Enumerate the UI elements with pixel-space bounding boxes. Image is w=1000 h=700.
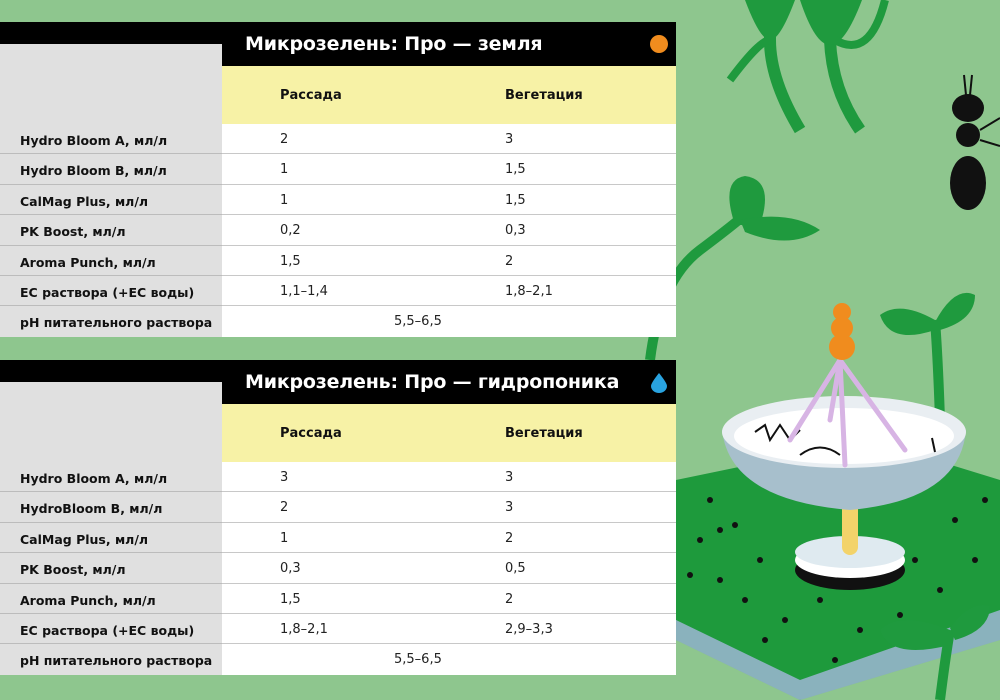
table-header <box>0 22 676 66</box>
hanging-sprout-icon <box>730 0 885 130</box>
seedling-value: 1,5 <box>280 591 301 607</box>
ph-label: pH питательного раствора <box>20 653 213 669</box>
vegetation-value: 3 <box>505 500 514 516</box>
column-header-row <box>0 404 676 462</box>
vegetation-value: 2 <box>505 591 514 607</box>
table-row <box>0 614 676 644</box>
row-label: PK Boost, мл/л <box>20 562 126 578</box>
seedling-value: 1 <box>280 192 289 208</box>
row-label: EC раствора (+EC воды) <box>20 622 195 638</box>
table-title: Микрозелень: Про — земля <box>245 33 543 55</box>
ph-value: 5,5–6,5 <box>394 652 442 668</box>
row-label: CalMag Plus, мл/л <box>20 531 149 547</box>
soil-table <box>0 22 676 337</box>
seedling-value: 1,1–1,4 <box>280 283 328 299</box>
row-label: PK Boost, мл/л <box>20 224 126 240</box>
table-row <box>0 185 676 215</box>
vegetation-value: 3 <box>505 470 514 485</box>
column-header-seedling: Рассада <box>280 88 342 103</box>
seedling-value: 2 <box>280 132 289 147</box>
vegetation-value: 1,8–2,1 <box>505 283 553 299</box>
row-label: Hydro Bloom A, мл/л <box>20 133 168 148</box>
column-header-seedling: Рассада <box>280 426 342 441</box>
vegetation-value: 2 <box>505 530 514 546</box>
hydroponics-table <box>0 360 676 675</box>
row-label: Hydro Bloom A, мл/л <box>20 471 168 486</box>
row-label: CalMag Plus, мл/л <box>20 193 149 209</box>
column-header-row <box>0 66 676 124</box>
table-row <box>0 462 676 492</box>
table-title: Микрозелень: Про — гидропоника <box>245 371 620 393</box>
table-row <box>0 584 676 614</box>
vegetation-value: 2,9–3,3 <box>505 621 553 637</box>
water-drop-icon <box>651 373 667 393</box>
seedling-value: 1 <box>280 162 289 178</box>
ant-icon <box>950 75 1000 210</box>
vegetation-value: 3 <box>505 132 514 147</box>
table-row <box>0 246 676 276</box>
row-label: Hydro Bloom B, мл/л <box>20 163 167 179</box>
table-row <box>0 553 676 583</box>
ph-label: pH питательного раствора <box>20 315 213 331</box>
seedling-value: 0,2 <box>280 223 301 239</box>
row-label: EC раствора (+EC воды) <box>20 284 195 300</box>
seedling-value: 1,5 <box>280 253 301 269</box>
column-header-vegetation: Вегетация <box>505 88 583 103</box>
seedling-value: 1 <box>280 530 289 546</box>
table-row <box>0 124 676 154</box>
table-row <box>0 492 676 522</box>
vegetation-value: 2 <box>505 253 514 269</box>
orange-dot-icon <box>650 35 668 53</box>
vegetation-value: 0,3 <box>505 223 526 239</box>
ph-row <box>0 644 676 674</box>
vegetation-value: 1,5 <box>505 162 526 178</box>
seedling-value: 3 <box>280 470 289 485</box>
seedling-value: 1,8–2,1 <box>280 621 328 637</box>
column-header-vegetation: Вегетация <box>505 426 583 441</box>
table-row <box>0 154 676 184</box>
row-label: Aroma Punch, мл/л <box>20 254 156 270</box>
seedling-value: 0,3 <box>280 561 301 577</box>
ph-value: 5,5–6,5 <box>394 314 442 330</box>
seedling-value: 2 <box>280 500 289 516</box>
vegetation-value: 0,5 <box>505 561 526 577</box>
row-label: HydroBloom B, мл/л <box>20 501 163 517</box>
table-row <box>0 523 676 553</box>
table-header <box>0 360 676 404</box>
ph-row <box>0 306 676 336</box>
table-row <box>0 276 676 306</box>
row-label: Aroma Punch, мл/л <box>20 592 156 608</box>
table-row <box>0 215 676 245</box>
vegetation-value: 1,5 <box>505 192 526 208</box>
